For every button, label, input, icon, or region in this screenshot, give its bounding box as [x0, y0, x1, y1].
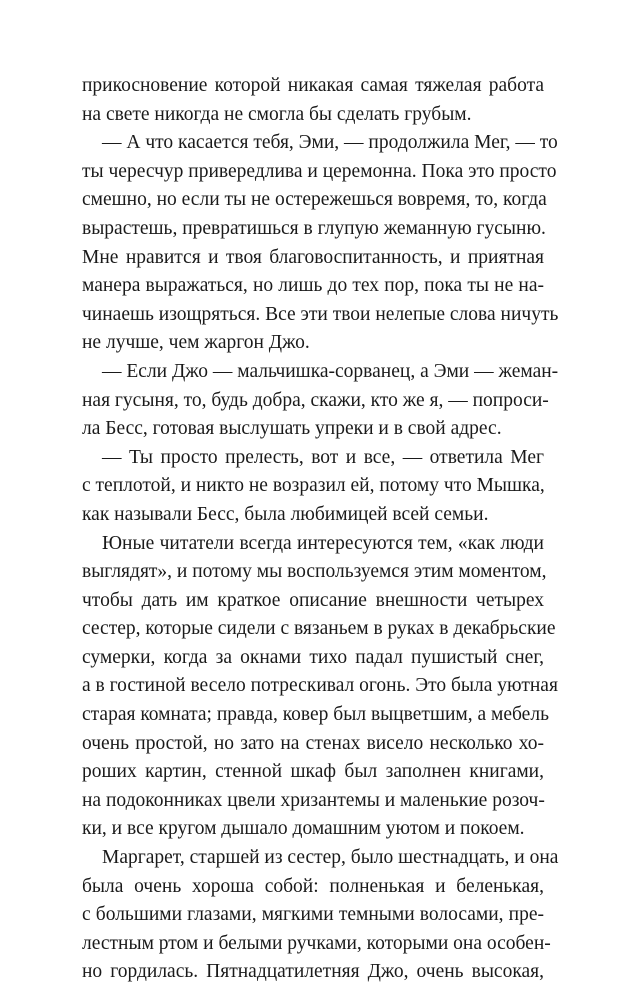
- text-line: — А что касается тебя, Эми, — продолжила Мег, — то: [102, 132, 558, 154]
- text-line: манера выражаться, но лишь до тех пор, пока ты не на-: [82, 275, 544, 297]
- text-line: лестным ртом и белыми ручками, которыми она особен-: [82, 932, 551, 954]
- paragraph: [82, 844, 559, 987]
- paragraph: [82, 129, 559, 358]
- text-line: Мне нравится и твоя благовоспитанность, и приятная: [82, 246, 544, 268]
- text-line: не лучше, чем жаргон Джо.: [82, 332, 310, 354]
- text-line: сестер, которые сидели с вязаньем в руках в декабрьские: [82, 618, 556, 640]
- text-line: роших картин, стенной шкаф был заполнен книгами,: [82, 761, 544, 783]
- text-line: ла Бесс, готовая выслушать упреки и в свой адрес.: [82, 418, 502, 440]
- text-line: с большими глазами, мягкими темными волосами, пре-: [82, 904, 544, 926]
- text-line: на свете никогда не смогла бы сделать грубым.: [82, 103, 472, 125]
- text-line: старая комната; правда, ковер был выцветшим, а мебель: [82, 704, 549, 726]
- text-line: очень простой, но зато на стенах висело несколько хо-: [82, 732, 544, 754]
- text-line: чтобы дать им краткое описание внешности четырех: [82, 589, 544, 611]
- text-line: ки, и все кругом дышало домашним уютом и покоем.: [82, 818, 525, 840]
- text-line: с теплотой, и никто не возразил ей, потому что Мышка,: [82, 475, 545, 497]
- text-line: как называли Бесс, была любимицей всей семьи.: [82, 503, 489, 525]
- text-line: прикосновение которой никакая самая тяжелая работа: [82, 75, 544, 96]
- text-line: вырастешь, превратишься в глупую жеманную гусыню.: [82, 217, 546, 239]
- text-line: смешно, но если ты не остережешься вовремя, то, когда: [82, 189, 547, 211]
- text-line: — Ты просто прелесть, вот и все, — ответила Мег: [102, 446, 544, 468]
- text-line: ты чересчур привередлива и церемонна. Пока это просто: [82, 160, 557, 182]
- paragraph: [82, 530, 558, 845]
- text-line: сумерки, когда за окнами тихо падал пушистый снег,: [82, 646, 544, 668]
- text-line: выглядят», и потому мы воспользуемся этим моментом,: [82, 561, 547, 583]
- text-line: Маргарет, старшей из сестер, было шестнадцать, и она: [102, 847, 559, 869]
- text-line: ная гусыня, то, будь добра, скажи, кто же я, — попроси-: [82, 389, 549, 411]
- text-line: на подоконниках цвели хризантемы и маленькие розоч-: [82, 789, 545, 811]
- paragraph: [82, 358, 559, 444]
- text-line: была очень хороша собой: полненькая и беленькая,: [82, 875, 544, 897]
- text-line: но гордилась. Пятнадцатилетняя Джо, очень высокая,: [82, 961, 544, 983]
- body-text: [82, 72, 559, 987]
- text-line: — Если Джо — мальчишка-сорванец, а Эми — жеман-: [102, 360, 559, 382]
- text-line: а в гостиной весело потрескивал огонь. Это была уютная: [82, 675, 558, 697]
- text-line: Юные читатели всегда интересуются тем, «как люди: [102, 532, 544, 554]
- paragraph: [82, 444, 544, 530]
- paragraph: [82, 72, 544, 129]
- text-line: чинаешь изощряться. Все эти твои нелепые слова ничуть: [82, 303, 559, 325]
